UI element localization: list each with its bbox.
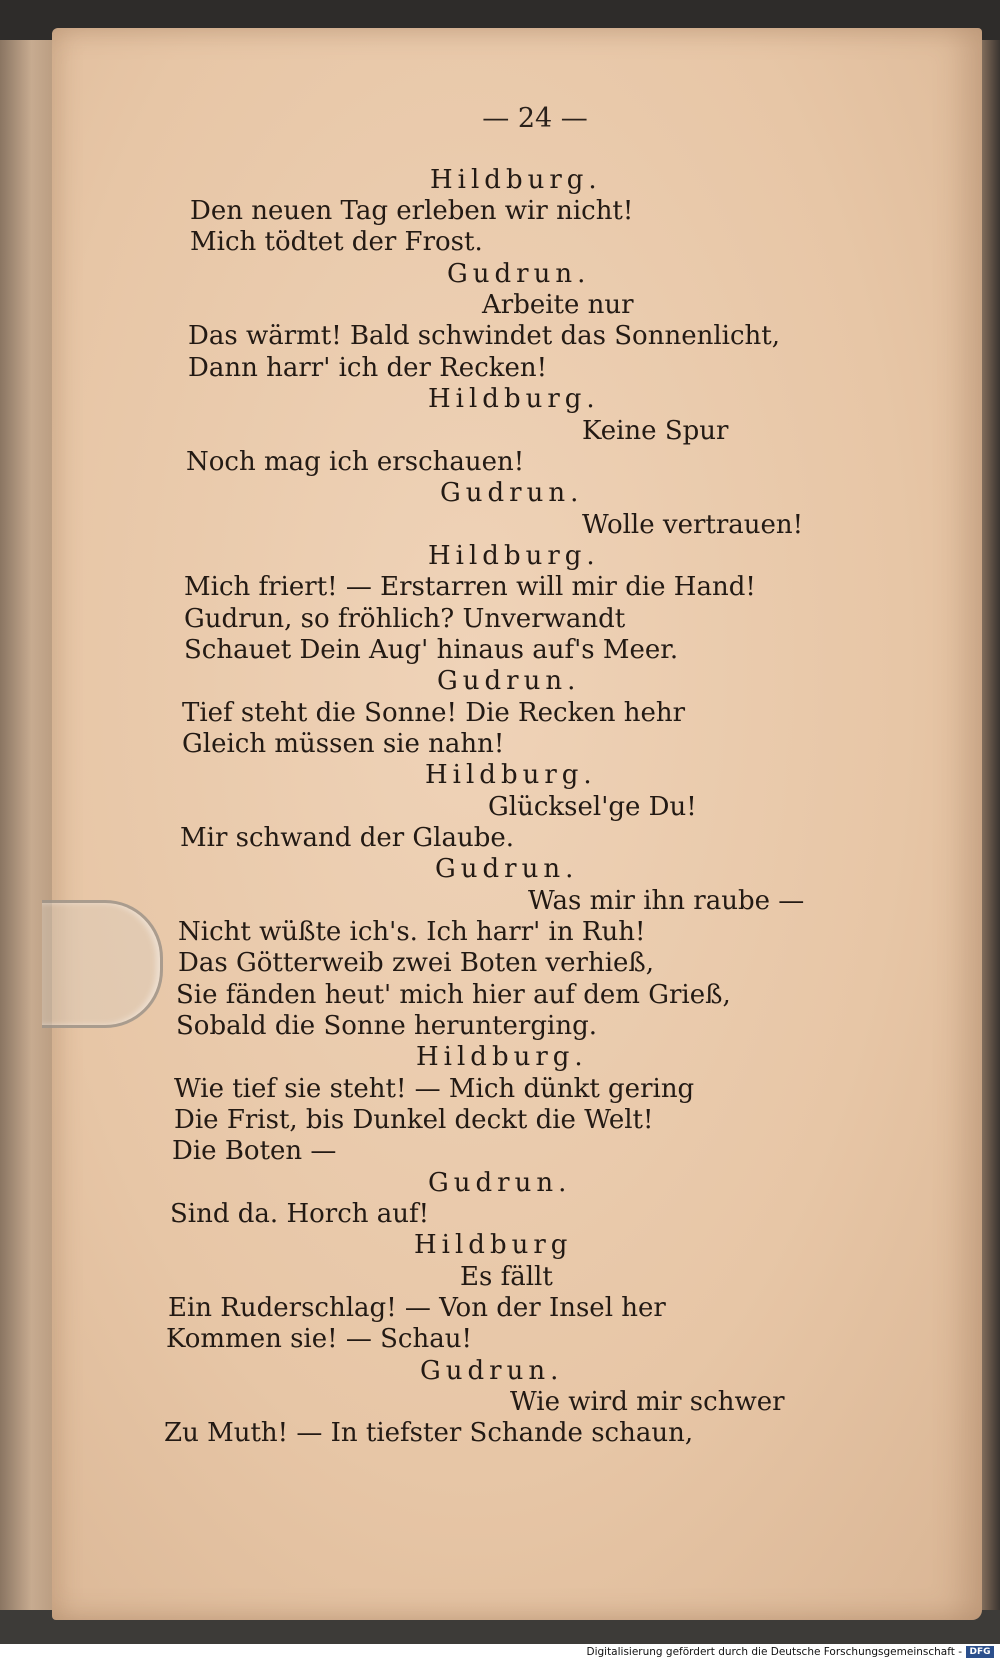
- verse-line: Mich friert! — Erstarren will mir die Hand!: [184, 572, 756, 602]
- verse-line: Mich tödtet der Frost.: [190, 227, 483, 257]
- speaker-line: Gudrun.: [420, 1356, 564, 1386]
- verse-line: Dann harr' ich der Recken!: [188, 353, 548, 383]
- verse-line: Gudrun, so fröhlich? Unverwandt: [184, 604, 626, 634]
- verse-line: Wie tief sie steht! — Mich dünkt gering: [174, 1074, 695, 1104]
- paper-clip-icon: [42, 900, 163, 1028]
- digitization-credit: Digitalisierung gefördert durch die Deutsche Forschungsgemeinschaft -: [586, 1646, 962, 1658]
- verse-line: Arbeite nur: [482, 290, 634, 320]
- verse-line: Mir schwand der Glaube.: [180, 823, 515, 853]
- verse-line: Keine Spur: [582, 416, 729, 446]
- speaker-line: Gudrun.: [428, 1168, 572, 1198]
- speaker-line: Hildburg.: [428, 384, 600, 414]
- verse-line: Kommen sie! — Schau!: [166, 1324, 472, 1354]
- speaker-line: Gudrun.: [437, 666, 581, 696]
- verse-line: Gleich müssen sie nahn!: [182, 729, 505, 759]
- verse-line: Noch mag ich erschauen!: [186, 447, 525, 477]
- verse-line: Sobald die Sonne herunterging.: [176, 1011, 597, 1041]
- speaker-line: Hildburg.: [425, 760, 597, 790]
- speaker-line: Gudrun.: [440, 478, 584, 508]
- verse-line: Es fällt: [460, 1262, 553, 1292]
- speaker-line: Hildburg: [414, 1230, 573, 1260]
- verse-line: Das Götterweib zwei Boten verhieß,: [178, 948, 655, 978]
- verse-line: Das wärmt! Bald schwindet das Sonnenlicht,: [188, 321, 780, 351]
- verse-line: Glücksel'ge Du!: [488, 792, 697, 822]
- speaker-line: Gudrun.: [447, 259, 591, 289]
- verse-line: Nicht wüßte ich's. Ich harr' in Ruh!: [178, 917, 646, 947]
- verse-line: Zu Muth! — In tiefster Schande schaun,: [164, 1418, 694, 1448]
- speaker-line: Hildburg.: [416, 1042, 588, 1072]
- verse-line: Die Frist, bis Dunkel deckt die Welt!: [174, 1105, 654, 1135]
- page-number: — 24 —: [482, 103, 588, 134]
- verse-line: Schauet Dein Aug' hinaus auf's Meer.: [184, 635, 679, 665]
- verse-line: Sie fänden heut' mich hier auf dem Grieß,: [176, 980, 731, 1010]
- verse-line: Was mir ihn raube —: [528, 886, 805, 916]
- verse-line: Den neuen Tag erleben wir nicht!: [190, 196, 634, 226]
- verse-line: Sind da. Horch auf!: [170, 1199, 430, 1229]
- verse-line: Ein Ruderschlag! — Von der Insel her: [168, 1293, 666, 1323]
- speaker-line: Hildburg.: [430, 165, 602, 195]
- verse-line: Wolle vertrauen!: [582, 510, 804, 540]
- verse-line: Die Boten —: [172, 1136, 337, 1166]
- verse-line: Wie wird mir schwer: [510, 1387, 785, 1417]
- dfg-logo-icon: DFG: [966, 1646, 994, 1658]
- verse-line: Tief steht die Sonne! Die Recken hehr: [182, 698, 686, 728]
- speaker-line: Gudrun.: [435, 854, 579, 884]
- speaker-line: Hildburg.: [428, 541, 600, 571]
